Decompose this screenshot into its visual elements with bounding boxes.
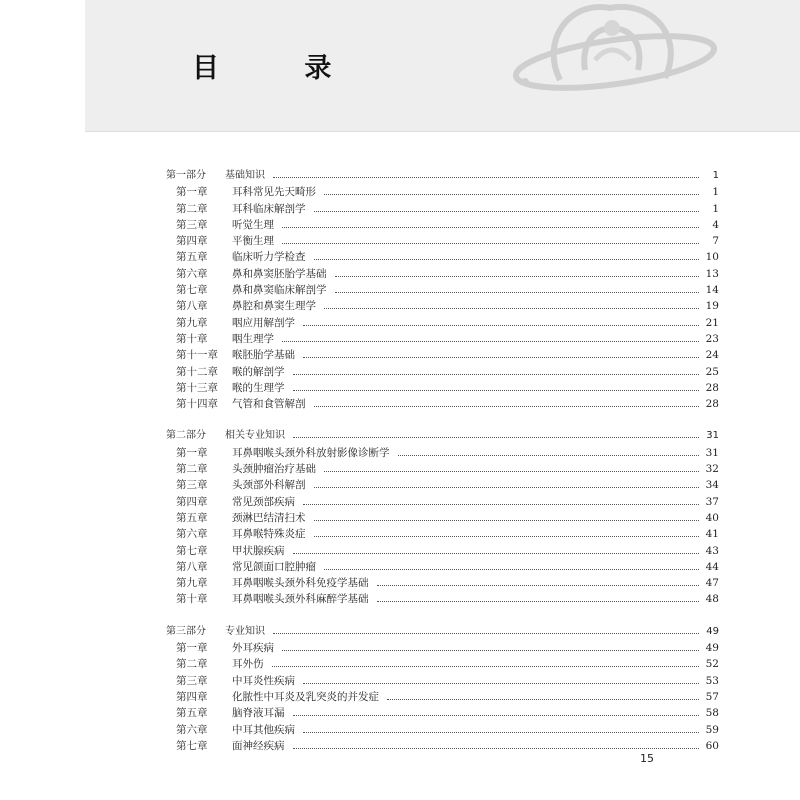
toc-chapter-row[interactable]	[166, 298, 719, 314]
chapter-title: 鼻和鼻窦胚胎学基础	[232, 267, 327, 280]
page-ref: 23	[705, 332, 719, 345]
chapter-title: 耳外伤	[232, 658, 264, 671]
toc-chapter-row[interactable]	[166, 266, 719, 282]
chapter-number: 第五章	[176, 511, 208, 524]
chapter-title: 气管和食管解剖	[232, 398, 306, 411]
chapter-number: 第十三章	[176, 381, 218, 394]
leader-dots	[273, 633, 699, 634]
chapter-title: 耳鼻咽喉头颈外科麻醉学基础	[232, 593, 369, 606]
leader-dots	[282, 243, 699, 244]
chapter-number: 第十四章	[176, 398, 218, 411]
chapter-title: 鼻和鼻窦临床解剖学	[232, 284, 327, 297]
page-ref: 25	[705, 365, 719, 378]
leader-dots	[303, 357, 699, 358]
leader-dots	[293, 715, 700, 716]
page-ref: 31	[706, 430, 719, 442]
page-ref: 4	[712, 218, 719, 231]
page-ref: 49	[705, 642, 719, 655]
leader-dots	[387, 699, 699, 700]
chapter-number: 第一章	[176, 642, 208, 655]
leader-dots	[324, 569, 699, 570]
chapter-title: 听觉生理	[232, 218, 274, 231]
part-number: 第一部分	[166, 170, 206, 181]
chapter-title: 常见颈部疾病	[232, 495, 295, 508]
chapter-number: 第十章	[176, 593, 208, 606]
chapter-title: 中耳炎性疾病	[232, 674, 295, 687]
page-ref: 1	[712, 170, 719, 181]
page-ref: 43	[705, 544, 719, 557]
page-ref: 1	[712, 202, 719, 215]
page-ref: 41	[705, 528, 719, 541]
chapter-number: 第四章	[176, 235, 208, 248]
page-title: 目 录	[192, 53, 370, 84]
toc-chapter-row[interactable]	[166, 640, 719, 656]
leader-dots	[272, 666, 700, 667]
leader-dots	[282, 650, 699, 651]
toc-chapter-row[interactable]	[166, 738, 719, 754]
toc-chapter-row[interactable]	[166, 282, 719, 298]
toc-chapter-row[interactable]	[166, 347, 719, 363]
chapter-title: 中耳其他疾病	[232, 723, 295, 736]
page-ref: 32	[705, 463, 719, 476]
leader-dots	[324, 308, 699, 309]
leader-dots	[303, 732, 699, 733]
toc-chapter-row[interactable]	[166, 705, 719, 721]
document-page	[85, 0, 800, 800]
chapter-number: 第一章	[176, 446, 208, 459]
chapter-title: 头颈肿瘤治疗基础	[232, 463, 316, 476]
leader-dots	[335, 276, 700, 277]
chapter-number: 第四章	[176, 495, 208, 508]
chapter-number: 第五章	[176, 707, 208, 720]
toc-chapter-row[interactable]	[166, 331, 719, 347]
chapter-number: 第七章	[176, 739, 208, 752]
page-number: 15	[640, 752, 654, 765]
chapter-title: 脑脊液耳漏	[232, 707, 285, 720]
chapter-title: 咽应用解剖学	[232, 316, 295, 329]
leader-dots	[303, 683, 699, 684]
chapter-number: 第九章	[176, 316, 208, 329]
leader-dots	[314, 406, 700, 407]
leader-dots	[293, 553, 700, 554]
toc-chapter-row[interactable]	[166, 233, 719, 249]
leader-dots	[303, 504, 699, 505]
chapter-number: 第十二章	[176, 365, 218, 378]
chapter-number: 第二章	[176, 463, 208, 476]
page-ref: 19	[705, 300, 719, 313]
chapter-number: 第六章	[176, 723, 208, 736]
chapter-title: 头颈部外科解剖	[232, 479, 306, 492]
chapter-number: 第十章	[176, 332, 208, 345]
leader-dots	[377, 601, 700, 602]
chapter-title: 临床听力学检查	[232, 251, 306, 264]
page-ref: 14	[705, 284, 719, 297]
leader-dots	[324, 471, 699, 472]
leader-dots	[314, 211, 700, 212]
toc-chapter-row[interactable]	[166, 364, 719, 380]
chapter-title: 面神经疾病	[232, 739, 285, 752]
part-title: 专业知识	[225, 625, 265, 637]
leader-dots	[282, 341, 699, 342]
leader-dots	[293, 374, 700, 375]
leader-dots	[273, 177, 699, 178]
chapter-number: 第十一章	[176, 349, 218, 362]
toc-chapter-row[interactable]	[166, 494, 719, 510]
page-ref: 28	[705, 398, 719, 411]
chapter-title: 喉的生理学	[232, 381, 285, 394]
page-ref: 28	[705, 381, 719, 394]
leader-dots	[303, 325, 699, 326]
page-ref: 60	[705, 739, 719, 752]
chapter-title: 耳鼻咽喉头颈外科免疫学基础	[232, 577, 369, 590]
leader-dots	[377, 585, 700, 586]
page-ref: 24	[705, 349, 719, 362]
toc-chapter-row[interactable]	[166, 510, 719, 526]
page-ref: 52	[705, 658, 719, 671]
toc-chapter-row[interactable]	[166, 315, 719, 331]
chapter-title: 颈淋巴结清扫术	[232, 511, 306, 524]
toc-chapter-row[interactable]	[166, 249, 719, 265]
chapter-title: 喉胚胎学基础	[232, 349, 295, 362]
chapter-number: 第二章	[176, 202, 208, 215]
part-title: 相关专业知识	[225, 430, 285, 442]
part-number: 第二部分	[166, 430, 206, 442]
page-ref: 40	[705, 511, 719, 524]
chapter-number: 第六章	[176, 528, 208, 541]
chapter-number: 第七章	[176, 544, 208, 557]
page-ref: 34	[705, 479, 719, 492]
toc-part-row[interactable]	[166, 624, 719, 640]
chapter-title: 常见颌面口腔肿瘤	[232, 560, 316, 573]
leader-dots	[324, 194, 699, 195]
chapter-number: 第九章	[176, 577, 208, 590]
toc-part-row[interactable]	[166, 168, 719, 184]
chapter-title: 甲状腺疾病	[232, 544, 285, 557]
leader-dots	[293, 390, 700, 391]
chapter-title: 耳鼻咽喉头颈外科放射影像诊断学	[232, 446, 390, 459]
toc-chapter-row[interactable]	[166, 591, 719, 607]
page-ref: 53	[705, 674, 719, 687]
chapter-title: 耳科临床解剖学	[232, 202, 306, 215]
page-ref: 59	[705, 723, 719, 736]
toc-chapter-row[interactable]	[166, 184, 719, 200]
toc-chapter-row[interactable]	[166, 575, 719, 591]
toc-part-row[interactable]	[166, 428, 719, 444]
toc-chapter-row[interactable]	[166, 543, 719, 559]
leader-dots	[293, 437, 699, 438]
chapter-title: 化脓性中耳炎及乳突炎的并发症	[232, 690, 379, 703]
toc-chapter-row[interactable]	[166, 445, 719, 461]
toc-chapter-row[interactable]	[166, 559, 719, 575]
chapter-title: 咽生理学	[232, 332, 274, 345]
page-ref: 47	[705, 577, 719, 590]
leader-dots	[282, 227, 699, 228]
page-ref: 31	[705, 446, 719, 459]
chapter-number: 第八章	[176, 300, 208, 313]
page-ref: 49	[706, 625, 719, 637]
toc-chapter-row[interactable]	[166, 656, 719, 672]
leader-dots	[314, 520, 700, 521]
leader-dots	[314, 487, 700, 488]
leader-dots	[398, 455, 700, 456]
chapter-title: 耳鼻喉特殊炎症	[232, 528, 306, 541]
page-ref: 48	[705, 593, 719, 606]
chapter-number: 第七章	[176, 284, 208, 297]
page-ref: 10	[705, 251, 719, 264]
toc-chapter-row[interactable]	[166, 396, 719, 412]
part-number: 第三部分	[166, 625, 206, 637]
chapter-title: 喉的解剖学	[232, 365, 285, 378]
leader-dots	[293, 748, 700, 749]
page-ref: 44	[705, 560, 719, 573]
toc-chapter-row[interactable]	[166, 689, 719, 705]
page-ref: 58	[705, 707, 719, 720]
toc-chapter-row[interactable]	[166, 217, 719, 233]
leader-dots	[335, 292, 700, 293]
chapter-number: 第三章	[176, 218, 208, 231]
page-ref: 57	[705, 690, 719, 703]
toc-chapter-row[interactable]	[166, 526, 719, 542]
header-band	[85, 0, 800, 132]
chapter-number: 第二章	[176, 658, 208, 671]
table-of-contents	[166, 168, 719, 754]
toc-chapter-row[interactable]	[166, 461, 719, 477]
chapter-title: 平衡生理	[232, 235, 274, 248]
toc-chapter-row[interactable]	[166, 201, 719, 217]
leader-dots	[314, 259, 700, 260]
page-ref: 13	[705, 267, 719, 280]
chapter-number: 第五章	[176, 251, 208, 264]
page-ref: 37	[705, 495, 719, 508]
toc-chapter-row[interactable]	[166, 477, 719, 493]
chapter-title: 外耳疾病	[232, 642, 274, 655]
chapter-number: 第八章	[176, 560, 208, 573]
part-title: 基础知识	[225, 170, 265, 181]
chapter-number: 第三章	[176, 674, 208, 687]
page-ref: 21	[705, 316, 719, 329]
page-ref: 1	[712, 186, 719, 199]
chapter-title: 鼻腔和鼻窦生理学	[232, 300, 316, 313]
chapter-number: 第三章	[176, 479, 208, 492]
chapter-number: 第一章	[176, 186, 208, 199]
toc-chapter-row[interactable]	[166, 722, 719, 738]
chapter-title: 耳科常见先天畸形	[232, 186, 316, 199]
chapter-number: 第四章	[176, 690, 208, 703]
page-ref: 7	[712, 235, 719, 248]
chapter-number: 第六章	[176, 267, 208, 280]
leader-dots	[314, 536, 700, 537]
toc-chapter-row[interactable]	[166, 380, 719, 396]
toc-chapter-row[interactable]	[166, 673, 719, 689]
dancing-figure-ring-logo-icon	[500, 0, 720, 125]
